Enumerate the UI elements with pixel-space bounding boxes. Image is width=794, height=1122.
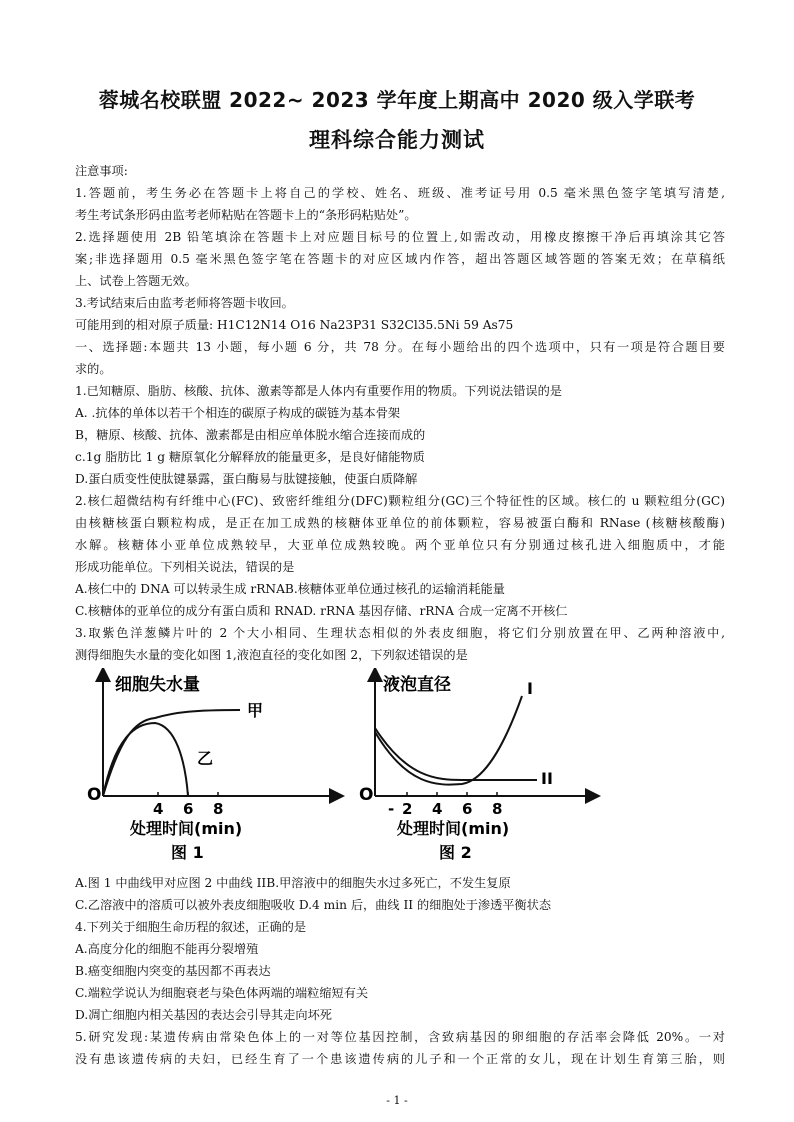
figure-2-chart <box>347 668 607 868</box>
fig2-tick-label-2: 2 <box>402 800 413 818</box>
q3-options-cd: C.乙溶液中的溶质可以被外表皮细胞吸收 D.4 min 后，曲线 II 的细胞处于渗透平衡状态 <box>75 898 552 912</box>
notice-heading: 注意事项: <box>75 164 128 178</box>
q2-options-cd: C.核糖体的亚单位的成分有蛋白质和 RNAD. rRNA 基因存储、rRNA 合成一定离不开核仁 <box>75 604 568 618</box>
q4-option-b: B.癌变细胞内突变的基因都不再表达 <box>75 964 271 978</box>
q3-stem-line-1: 3.取紫色洋葱鳞片叶的 2 个大小相同、生理状态相似的外表皮细胞，将它们分别放置在甲、乙两种溶液中, <box>75 626 725 640</box>
q2-stem-line-4: 形成功能单位。下列相关说法，错误的是 <box>75 560 295 574</box>
fig2-x-label: 处理时间(min) <box>397 819 510 838</box>
notice-item-2-line-3: 上、试卷上答题无效。 <box>75 274 197 288</box>
q3-figures <box>75 668 725 868</box>
q5-stem-line-2: 没有患该遗传病的夫妇，已经生育了一个患该遗传病的儿子和一个正常的女儿，现在计划生育第三胎，则 <box>75 1052 725 1066</box>
fig1-origin: O <box>87 785 102 805</box>
notice-item-2-line-2: 案;非选择题用 0.5 毫米黑色签字笔在答题卡的对应区域内作答，超出答题区域答题的答案无效；在草稿纸 <box>75 252 725 266</box>
fig1-tick-label-4: 4 <box>153 800 164 818</box>
fig2-tick-label-8: 8 <box>492 800 503 818</box>
q1-option-a: A. .抗体的单体以若干个相连的碳原子构成的碳链为基本骨架 <box>75 406 401 420</box>
notice-item-1-line-1: 1.答题前，考生务必在答题卡上将自己的学校、姓名、班级、准考证号用 0.5 毫米黑色签字笔填写清楚, <box>75 186 725 200</box>
fig1-tick-label-6: 6 <box>183 800 194 818</box>
fig1-curve-yi-label: 乙 <box>197 749 214 768</box>
atomic-mass-line: 可能用到的相对原子质量: H1C12N14 O16 Na23P31 S32Cl35.5Ni 59 As75 <box>75 318 514 332</box>
q2-stem-line-1: 2.核仁超微结构有纤维中心(FC)、致密纤维组分(DFC)颗粒组分(GC)三个特征性的区域。核仁的 u 颗粒组分(GC) <box>75 494 725 508</box>
fig2-curve-I-label: I <box>527 679 533 698</box>
q2-options-ab: A.核仁中的 DNA 可以转录生成 rRNAB.核糖体亚单位通过核孔的运输消耗能量 <box>75 582 505 596</box>
q1-option-c: c.1g 脂肪比 1 g 糖原氧化分解释放的能量更多，是良好储能物质 <box>75 450 425 464</box>
fig2-y-label: 液泡直径 <box>383 675 451 695</box>
fig1-x-label: 处理时间(min) <box>130 819 243 838</box>
fig2-tick-label-4: 4 <box>432 800 443 818</box>
q5-stem-line-1: 5.研究发现:某遗传病由常染色体上的一对等位基因控制，含致病基因的卵细胞的存活率会降低 20%。一对 <box>75 1030 725 1044</box>
fig2-tick-dash: - <box>388 800 395 818</box>
q4-option-c: C.端粒学说认为细胞衰老与染色体两端的端粒缩短有关 <box>75 986 369 1000</box>
fig2-tick-label-6: 6 <box>462 800 473 818</box>
fig1-curve-jia-label: 甲 <box>247 701 264 720</box>
fig2-curve-I <box>375 696 522 785</box>
fig1-tick-label-8: 8 <box>213 800 224 818</box>
fig2-caption: 图 2 <box>439 843 472 862</box>
exam-title: 蓉城名校联盟 2022~ 2023 学年度上期高中 2020 级入学联考 <box>98 88 696 112</box>
fig1-curve-jia <box>103 710 240 796</box>
notice-item-2-line-1: 2.选择题使用 2B 铅笔填涂在答题卡上对应题目标号的位置上,如需改动，用橡皮擦擦干净后再填涂其它答 <box>75 230 725 244</box>
fig1-caption: 图 1 <box>171 843 204 862</box>
section-1-instructions-line-2: 求的。 <box>75 362 112 376</box>
q4-option-d: D.凋亡细胞内相关基因的表达会引导其走向坏死 <box>75 1008 332 1022</box>
notice-item-1-line-2: 考生考试条形码由监考老师粘贴在答题卡上的“条形码粘贴处”。 <box>75 208 417 222</box>
q3-stem-line-2: 测得细胞失水量的变化如图 1,液泡直径的变化如图 2，下列叙述错误的是 <box>75 648 468 662</box>
q3-options-ab: A.图 1 中曲线甲对应图 2 中曲线 IIB.甲溶液中的细胞失水过多死亡，不发生复原 <box>75 876 511 890</box>
exam-subtitle: 理科综合能力测试 <box>309 128 485 152</box>
fig1-y-label: 细胞失水量 <box>115 675 200 695</box>
notice-item-3: 3.考试结束后由监考老师将答题卡收回。 <box>75 296 294 310</box>
q1-option-b: B，糖原、核酸、抗体、激素都是由相应单体脱水缩合连接而成的 <box>75 428 426 442</box>
section-1-instructions-line-1: 一、选择题:本题共 13 小题，每小题 6 分，共 78 分。在每小题给出的四个选项中，只有一项是符合题目要 <box>75 340 725 354</box>
exam-body <box>75 160 725 1070</box>
fig2-origin: O <box>359 785 374 805</box>
q1-stem: 1.已知糖原、脂肪、核酸、抗体、激素等都是人体内有重要作用的物质。下列说法错误的是 <box>75 384 562 398</box>
figure-1-chart <box>75 668 355 868</box>
q4-option-a: A.高度分化的细胞不能再分裂增殖 <box>75 942 259 956</box>
q2-stem-line-3: 水解。核糖体小亚单位成熟较早，大亚单位成熟较晚。两个亚单位只有分别通过核孔进入细胞质中，才能 <box>75 538 725 552</box>
fig2-curve-II <box>375 728 537 780</box>
q2-stem-line-2: 由核糖核蛋白颗粒构成，是正在加工成熟的核糖体亚单位的前体颗粒，容易被蛋白酶和 RNase (核糖核酸酶) <box>75 516 725 530</box>
q1-option-d: D.蛋白质变性使肽键暴露，蛋白酶易与肽键接触，使蛋白质降解 <box>75 472 418 486</box>
q4-stem: 4.下列关于细胞生命历程的叙述，正确的是 <box>75 920 307 934</box>
page-number: - 1 - <box>386 1094 408 1107</box>
fig2-curve-II-label: II <box>541 769 553 788</box>
